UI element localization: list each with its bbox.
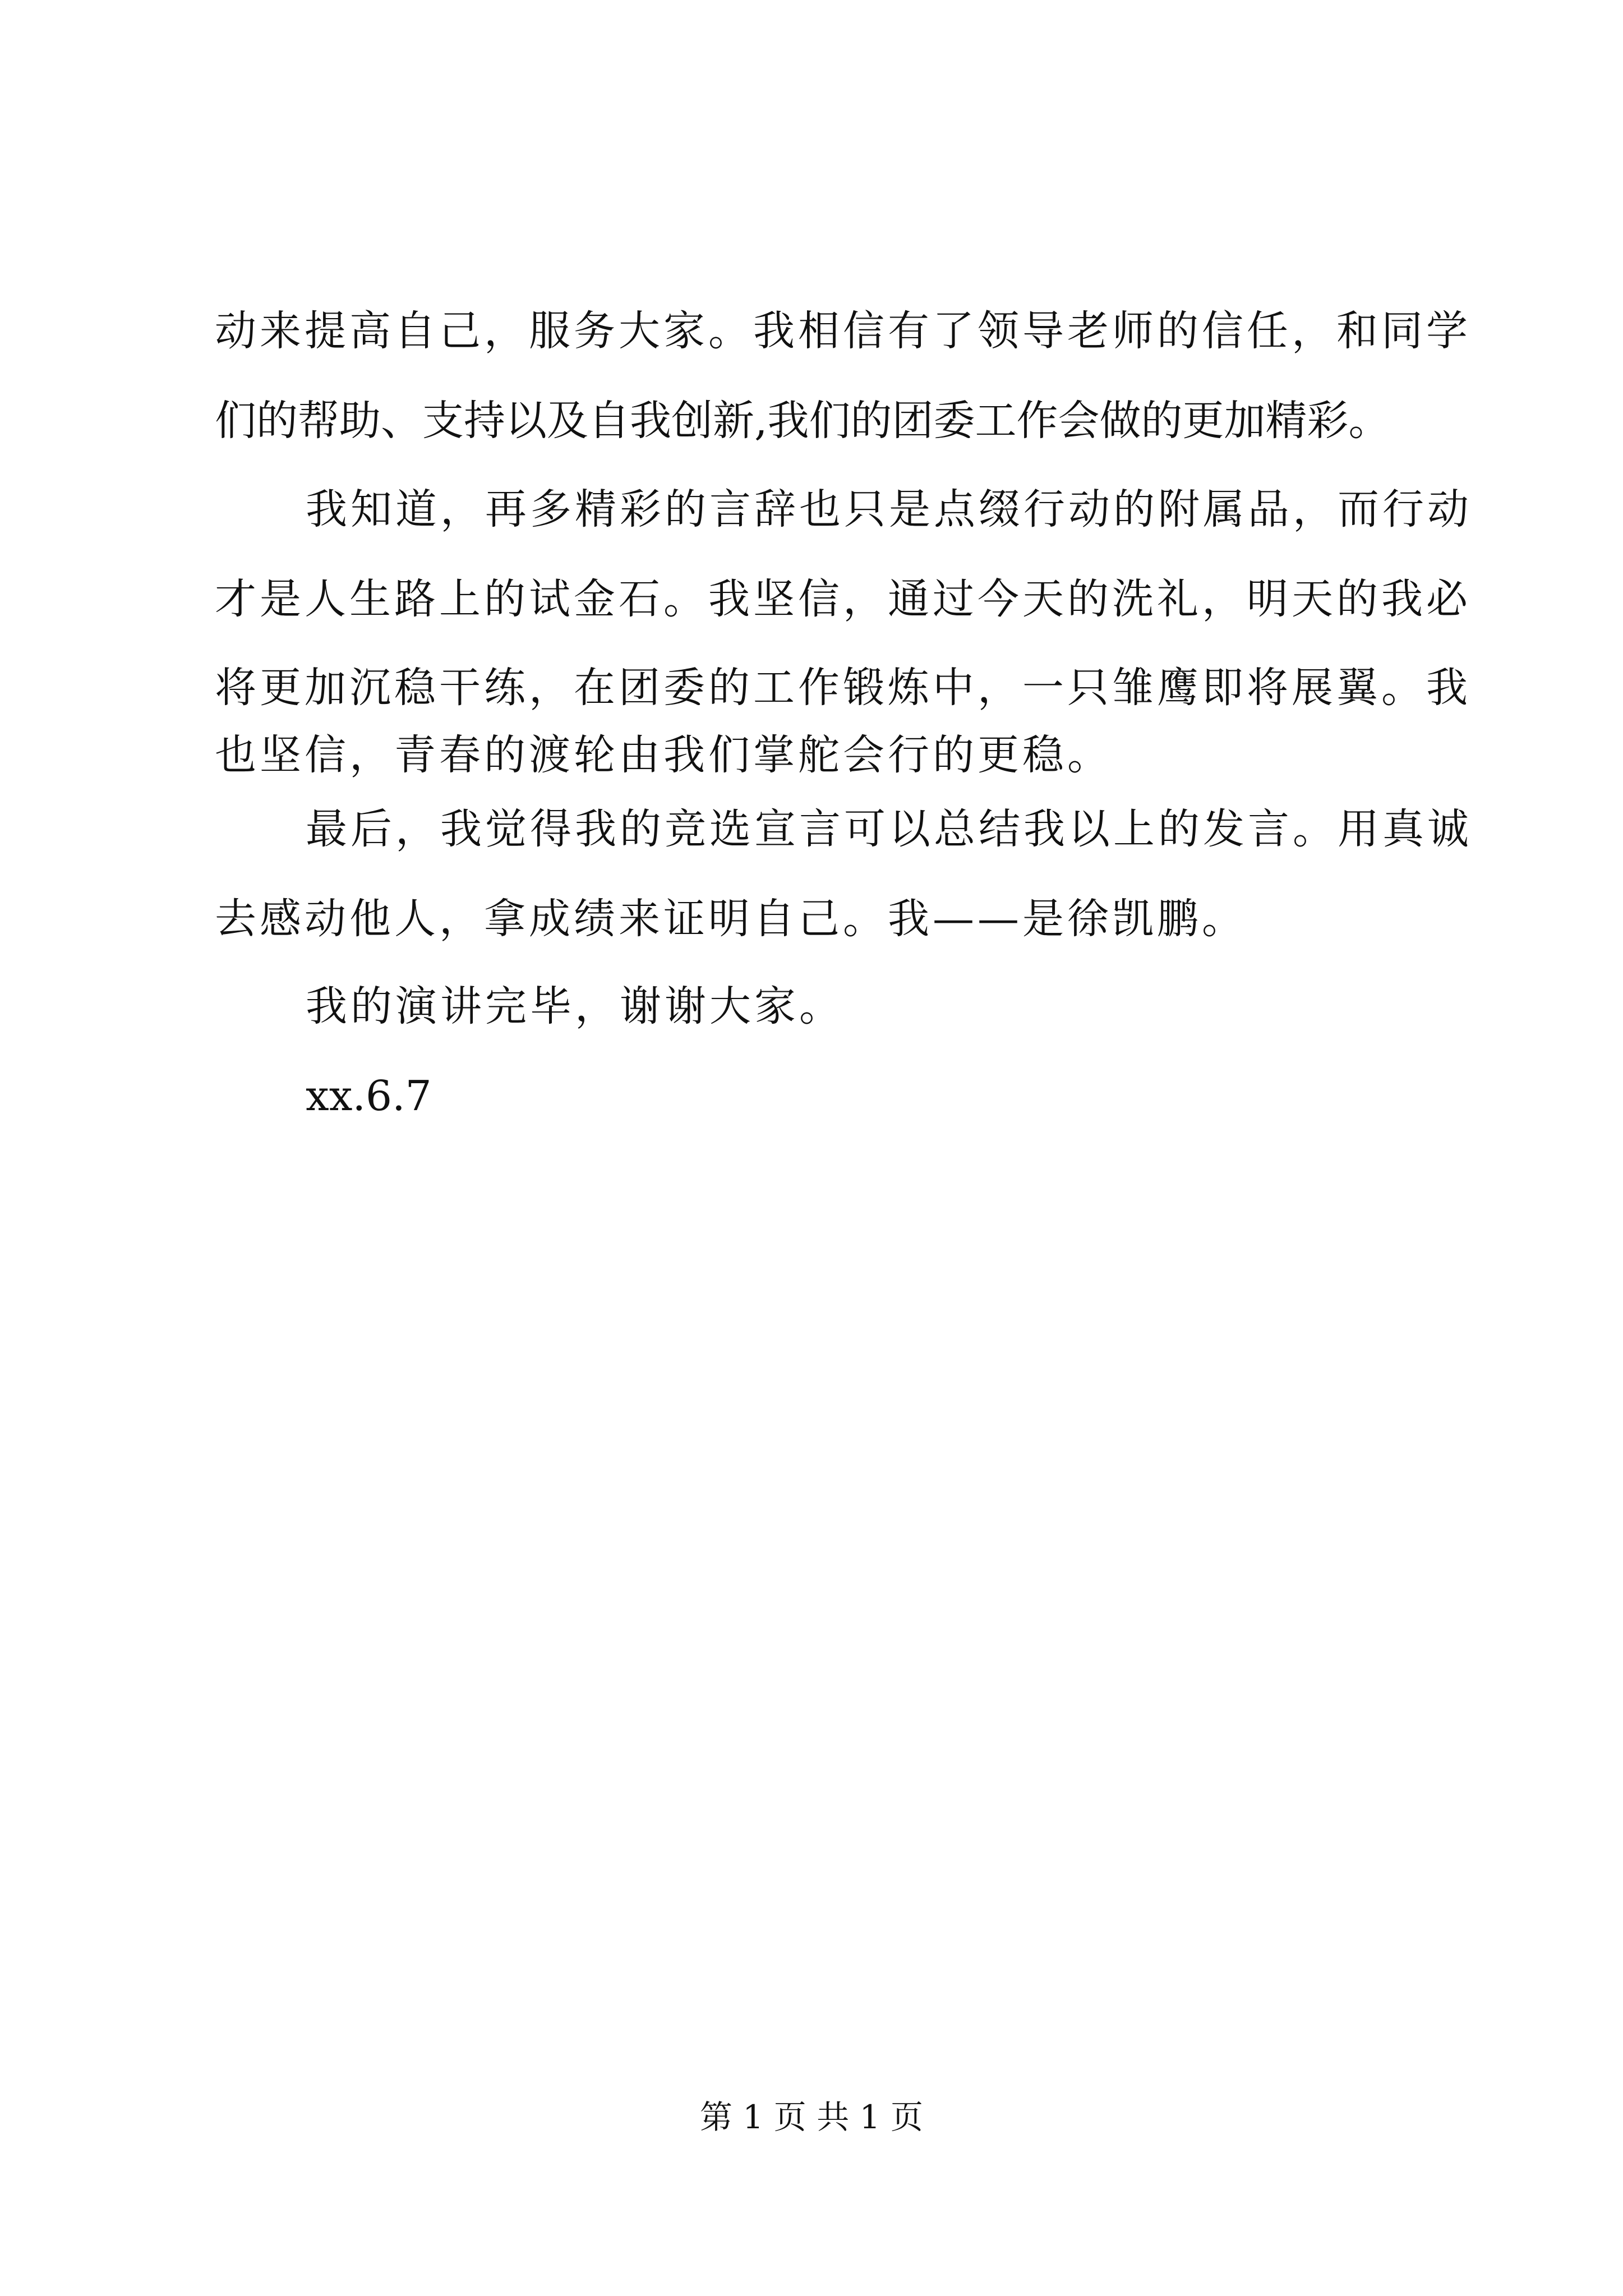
paragraph-line: 动来提高自己，服务大家。我相信有了领导老师的信任，和同学 bbox=[215, 307, 1471, 355]
paragraph-line: 们的帮助、支持以及自我创新,我们的团委工作会做的更加精彩。 bbox=[215, 397, 1390, 445]
paragraph-line: 才是人生路上的试金石。我坚信，通过今天的洗礼，明天的我必 bbox=[215, 575, 1471, 623]
paragraph-line: 也坚信，青春的渡轮由我们掌舵会行的更稳。 bbox=[215, 731, 1112, 779]
date-line: xx.6.7 bbox=[306, 1072, 432, 1120]
paragraph-line: 最后，我觉得我的竞选宣言可以总结我以上的发言。用真诚 bbox=[306, 805, 1472, 853]
paragraph-line: 去感动他人，拿成绩来证明自己。我——是徐凯鹏。 bbox=[215, 895, 1247, 943]
paragraph-line: 将更加沉稳干练，在团委的工作锻炼中，一只雏鹰即将展翼。我 bbox=[215, 664, 1471, 712]
page-footer: 第 1 页 共 1 页 bbox=[700, 2098, 923, 2136]
paragraph-line: 我知道，再多精彩的言辞也只是点缀行动的附属品，而行动 bbox=[306, 485, 1472, 533]
paragraph-line: 我的演讲完毕，谢谢大家。 bbox=[306, 982, 844, 1030]
